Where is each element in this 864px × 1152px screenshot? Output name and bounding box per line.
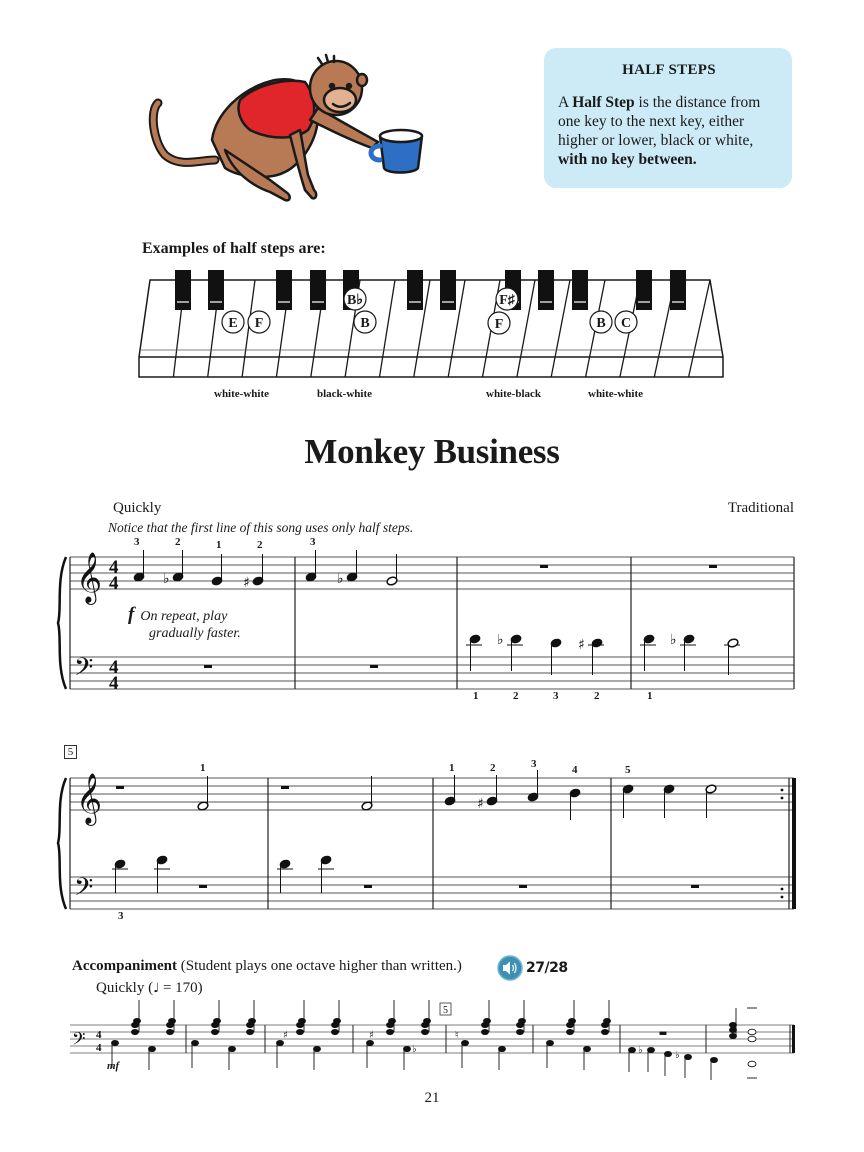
fingering: 1 <box>216 539 222 551</box>
performance-note: f On repeat, play gradually faster. <box>128 604 241 641</box>
svg-text:♭: ♭ <box>497 632 504 648</box>
composer: Traditional <box>727 500 794 516</box>
key-label-f-sharp: F♯ <box>499 293 515 308</box>
fingering: 1 <box>473 690 479 702</box>
fingering: 1 <box>449 762 455 774</box>
key-label-b-flat: B♭ <box>347 293 363 308</box>
svg-text:𝄢: 𝄢 <box>74 873 94 908</box>
page-number: 21 <box>424 1090 440 1106</box>
song-title: Monkey Business <box>304 432 560 471</box>
keyboard-heading: Examples of half steps are: <box>142 240 326 257</box>
svg-text:4: 4 <box>109 557 119 578</box>
fingering: 2 <box>513 690 519 702</box>
tempo-marking: Quickly <box>113 500 162 516</box>
key-label-b: B <box>596 316 606 331</box>
svg-text:♭: ♭ <box>638 1045 643 1056</box>
accompaniment-heading: Accompaniment (Student plays one octave higher than written.) <box>72 958 462 974</box>
example-label-1: white-white <box>214 388 269 400</box>
svg-text:♭: ♭ <box>670 632 677 648</box>
fingering: 3 <box>531 758 537 770</box>
svg-text:4: 4 <box>109 673 119 694</box>
key-label-f: F <box>494 317 504 332</box>
fingering: 1 <box>200 762 206 774</box>
fingering: 2 <box>594 690 600 702</box>
dynamic-forte: f <box>128 604 135 625</box>
fingering: 4 <box>572 764 578 776</box>
info-box-term: Half Step <box>572 94 635 111</box>
track-number: 27/28 <box>526 960 568 976</box>
svg-text:𝄞: 𝄞 <box>76 552 103 603</box>
info-box-title: HALF STEPS <box>622 62 716 78</box>
svg-text:4: 4 <box>96 1042 102 1054</box>
info-box-emphasis: with no key between. <box>558 151 697 168</box>
key-label-f: F <box>254 316 264 331</box>
svg-text:♭: ♭ <box>412 1044 417 1055</box>
accompaniment-dynamic: mf <box>107 1060 120 1072</box>
example-label-3: white-black <box>486 388 541 400</box>
quarter-note-icon: ♩ <box>153 981 160 996</box>
fingering: 2 <box>490 762 496 774</box>
svg-text:𝄢: 𝄢 <box>74 653 94 688</box>
svg-text:♯: ♯ <box>477 796 484 812</box>
key-label-c: C <box>620 316 632 331</box>
svg-text:𝄢: 𝄢 <box>72 1029 86 1053</box>
measure-number-box: 5 <box>64 745 77 759</box>
fingering: 1 <box>647 690 653 702</box>
svg-text:♯: ♯ <box>578 637 585 653</box>
accompaniment-measure-number: 5 <box>443 1005 448 1016</box>
svg-text:4: 4 <box>109 573 119 594</box>
key-label-b: B <box>360 316 370 331</box>
svg-text:♯: ♯ <box>243 575 250 591</box>
fingering: 3 <box>310 536 316 548</box>
svg-text:♯: ♯ <box>283 1030 288 1041</box>
accompaniment-tempo: Quickly (♩ = 170) <box>96 980 203 996</box>
example-label-2: black-white <box>317 388 372 400</box>
fingering: 2 <box>175 536 181 548</box>
key-label-e: E <box>228 316 238 331</box>
fingering: 3 <box>134 536 140 548</box>
svg-text:♮: ♮ <box>455 1030 459 1041</box>
svg-text:4: 4 <box>96 1029 102 1041</box>
fingering: 5 <box>625 764 631 776</box>
song-note: Notice that the first line of this song uses only half steps. <box>108 520 414 535</box>
example-label-4: white-white <box>588 388 643 400</box>
svg-text:♭: ♭ <box>163 571 170 587</box>
svg-text:♭: ♭ <box>337 571 344 587</box>
svg-text:𝄞: 𝄞 <box>76 773 103 824</box>
fingering: 3 <box>118 910 124 922</box>
svg-text:♭: ♭ <box>675 1050 680 1061</box>
svg-text:4: 4 <box>109 657 119 678</box>
svg-text:♯: ♯ <box>369 1030 374 1041</box>
fingering: 2 <box>257 539 263 551</box>
fingering: 3 <box>553 690 559 702</box>
info-box-text: A Half Step is the distance from one key to the next key, either higher or lower, black or white, with no key between. <box>558 94 761 168</box>
